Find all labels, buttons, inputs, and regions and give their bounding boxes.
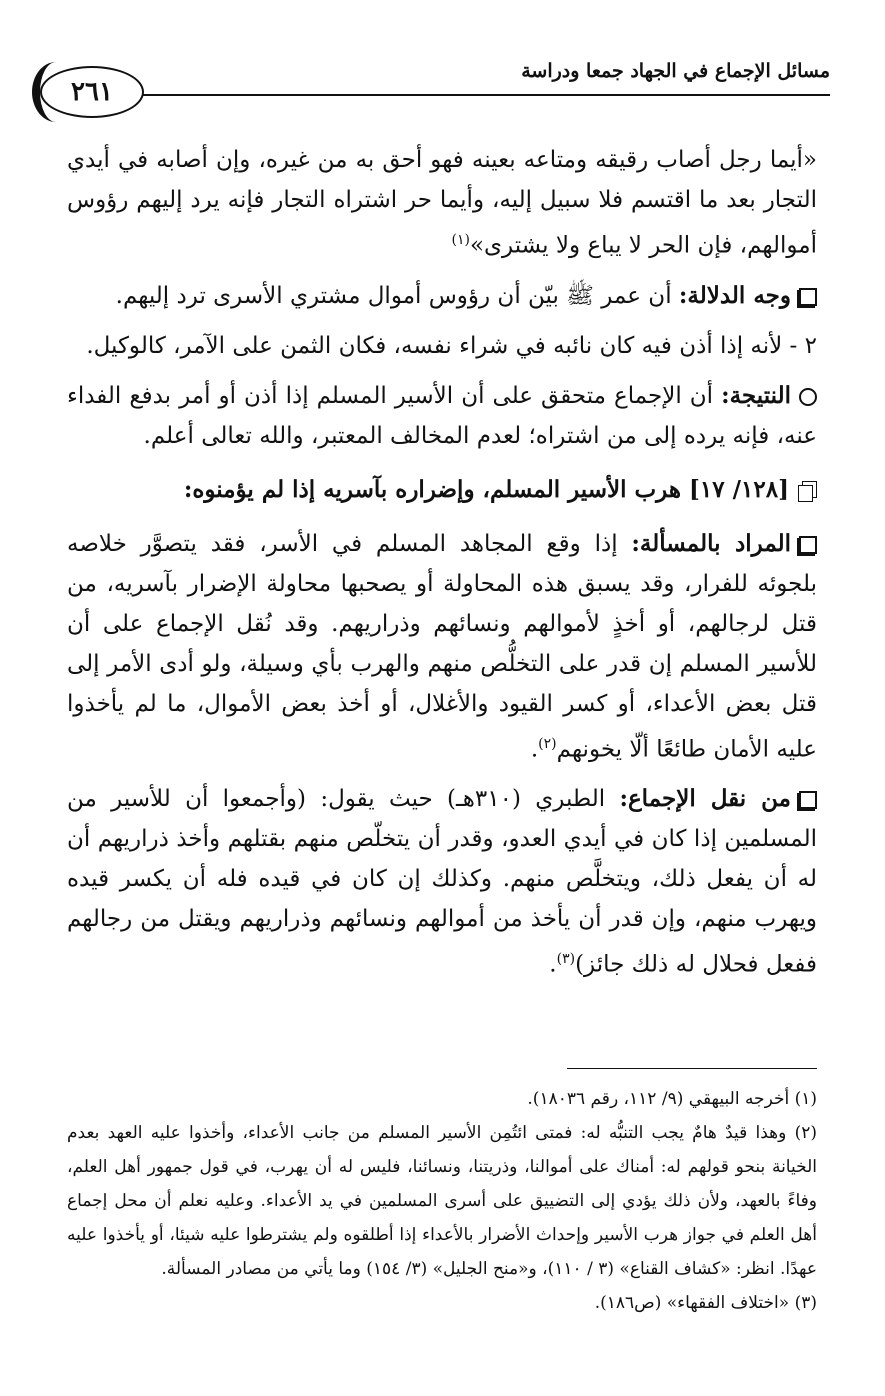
section-heading	[67, 470, 817, 510]
consensus-text: الطبري (٣١٠هـ) حيث يقول: (وأجمعوا أن للأسير من المسلمين إذا كان في أيدي العدو، وقدر أن يتخلّص منهم بقتلهم وأخذ ذراريهم أن له أن يفعل ذلك، ويتخلَّص منهم. وكذلك إن كان في قيده فله أن يكسر قيده ويهرب منهم، وإن قدر أن يأخذ من أموالهم ونسائهم وذراريهم ويقتل من رجالهم ففعل فحلال له ذلك جائز)	[67, 786, 817, 978]
page-number-badge	[40, 66, 144, 118]
documents-icon	[799, 481, 817, 501]
hadith-quote: «أيما رجل أصاب رقيقه ومتاعه بعينه فهو أحق به من غيره، وإن أصابه في أيدي التجار بعد ما اقتسم فلا سبيل إليه، وأيما حر اشتراه التجار فإنه يرد إليهم رؤوس أموالهم، فإن الحر لا يباع ولا يشترى»	[67, 147, 817, 259]
footnote-3: (٣) «اختلاف الفقهاء» (ص١٨٦).	[594, 1293, 817, 1313]
square-bullet-icon	[799, 288, 817, 306]
reason-paragraph: ٢ - لأنه إذا أذن فيه كان نائبه في شراء نفسه، فكان الثمن على الآمر، كالوكيل.	[86, 332, 817, 359]
footnote-2: (٢) وهذا قيدٌ هامٌ يجب التنبُّه له: فمتى ائتُمِن الأسير المسلم من جانب الأعداء، وأخذوا عليه العهد بعدم الخيانة بنحو قولهم له: أمناك على أموالنا، وذريتنا، ونسائنا، فليس له أن يهرب، في قول جمهور أهل العلم، وفاءً بالعهد، ولأن ذلك يؤدي إلى التضييق على أسرى المسلمين في يد الأعداء. وعليه نعلم أن محل إجماع أهل العلم في جواز هرب الأسير وإحداث الأضرار بالأعداء إذا أطلقوه ولم يشترطوا عليه شيئا، أو يأخذوا عليه عهدًا. انظر: «كشاف القناع» (٣ / ١١٠)، و«منح الجليل» (٣/ ١٥٤) وما يأتي من مصادر المسألة.	[67, 1123, 817, 1279]
header-rule	[130, 94, 830, 96]
square-bullet-icon	[799, 536, 817, 554]
evidence-label: وجه الدلالة:	[678, 281, 791, 309]
footnotes	[67, 1082, 817, 1320]
result-paragraph	[67, 376, 817, 456]
square-bullet-icon	[799, 791, 817, 809]
running-title: مسائل الإجماع في الجهاد جمعا ودراسة	[521, 60, 830, 82]
page-header	[40, 48, 830, 118]
consensus-paragraph	[67, 779, 817, 985]
evidence-text: أن عمر ﷺ بيّن أن رؤوس أموال مشتري الأسرى ترد إليهم.	[115, 282, 672, 309]
issue-end: .	[530, 736, 539, 763]
consensus-end: .	[549, 951, 557, 978]
section-heading-text: [١٢٨/ ١٧] هرب الأسير المسلم، وإضراره بآسريه إذا لم يؤمنوه:	[183, 475, 789, 503]
issue-paragraph	[67, 524, 817, 770]
footnote-1: (١) أخرجه البيهقي (٩/ ١١٢، رقم ١٨٠٣٦).	[527, 1089, 817, 1109]
evidence-paragraph	[67, 276, 817, 316]
issue-text: إذا وقع المجاهد المسلم في الأسر، فقد يتصوَّر خلاصه بلجوئه للفرار، وقد يسبق هذه المحاولة أو يصحبها محاولة الإضرار بآسريه، من قتل لرجالهم، أو أخذٍ لأموالهم ونسائهم وذراريهم. وقد نُقل الإجماع على أن للأسير المسلم إن قدر على التخلُّص منهم والهرب بأي وسيلة، ولو أدى الأمر إلى قتل بعض الأعداء، أو كسر القيود والأغلال، أو أخذ بعض الأموال، ما لم يأخذوا عليه الأمان طائعًا ألّا يخونهم	[67, 530, 817, 763]
page-number: ٢٦١	[71, 77, 113, 107]
result-text: أن الإجماع متحقق على أن الأسير المسلم إذا أذن أو أمر بدفع الفداء عنه، فإنه يرده إلى من اشتراه؛ لعدم المخالف المعتبر، والله تعالى أعلم.	[67, 382, 817, 449]
hadith-quote-paragraph	[67, 140, 817, 266]
footnote-ref-1: (١)	[451, 232, 470, 248]
consensus-label: من نقل الإجماع:	[619, 785, 792, 813]
footnote-ref-2: (٢)	[538, 735, 557, 752]
result-label: النتيجة:	[721, 381, 791, 409]
issue-label: المراد بالمسألة:	[631, 529, 792, 557]
circle-bullet-icon	[799, 388, 817, 406]
main-text	[67, 140, 817, 995]
footnote-separator	[567, 1068, 817, 1069]
footnote-ref-3: (٣)	[556, 951, 576, 968]
